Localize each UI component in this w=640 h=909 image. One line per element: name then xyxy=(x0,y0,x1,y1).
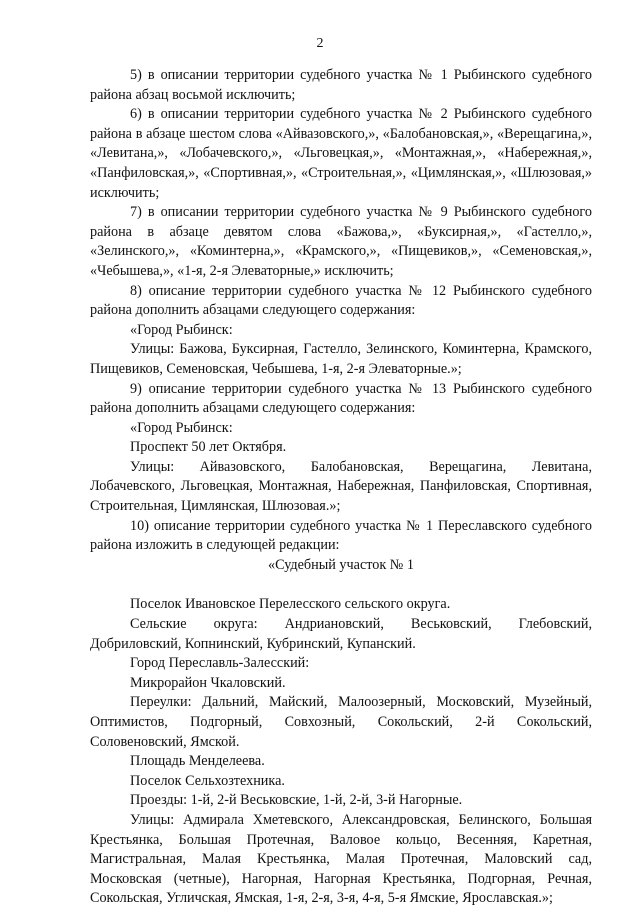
section-heading: «Судебный участок № 1 xyxy=(268,556,414,573)
paragraph-settlement: Поселок Ивановское Перелесского сельского округа. xyxy=(130,596,451,613)
paragraph-lanes: Переулки: Дальний, Майский, Малоозерный, Московский, Музейный, Оптимистов, Подгорный, Совхозный, Сокольский, 2-й Сокольский, Соловеновский, Ямской. xyxy=(90,694,592,750)
paragraph-passages: Проезды: 1-й, 2-й Веськовские, 1-й, 2-й, 3-й Нагорные. xyxy=(130,792,463,809)
paragraph-item-6: 6) в описании территории судебного участка № 2 Рыбинского судебного района в абзаце шестом слова «Айвазовского,», «Балобановская,», «Верещагина,», «Левитана,», «Лобачевского,», «Льговецкая,», «Монтажная,», «Набережная,», «Панфиловская,», «Спортивная,», «Строительная,», «Цимлянская,», «Шлюзовая,» исключить; xyxy=(90,106,592,201)
paragraph-streets-2: Улицы: Айвазовского, Балобановская, Верещагина, Левитана, Лобачевского, Льговецкая, Монтажная, Набережная, Панфиловская, Спортивная, Строительная, Цимлянская, Шлюзовая.»; xyxy=(90,458,592,515)
paragraph-prospect: Проспект 50 лет Октября. xyxy=(130,439,287,456)
paragraph-city-header-2: «Город Рыбинск: xyxy=(130,419,233,436)
paragraph-rural-districts: Сельские округа: Андриановский, Веськовский, Глебовский, Добриловский, Копнинский, Кубринский, Купанский. xyxy=(90,616,592,652)
document-body xyxy=(90,66,592,909)
spacer xyxy=(90,575,592,595)
paragraph-streets-3: Улицы: Адмирала Хметевского, Александровская, Белинского, Большая Крестьянка, Большая Протечная, Валовое кольцо, Весенняя, Каретная, Магистральная, Малая Крестьянка, Малая Протечная, Маловский сад, Московская (четные), Нагорная, Нагорная Крестьянка, Подгорная, Речная, Сокольская, Угличская, Ямская, 1-я, 2-я, 3-я, 4-я, 5-я Ямские, Ярославская.»; xyxy=(90,811,592,907)
paragraph-item-8: 8) описание территории судебного участка № 12 Рыбинского судебного района дополнить абзацами следующего содержания: xyxy=(90,282,592,319)
paragraph-item-7: 7) в описании территории судебного участка № 9 Рыбинского судебного района в абзаце девятом слова «Бажова,», «Буксирная,», «Гастелло,», «Зелинского,», «Коминтерна,», «Крамского,», «Пищевиков,», «Семеновская,», «Чебышева,», «1-я, 2-я Элеваторные,» исключить; xyxy=(90,204,592,279)
paragraph-item-10: 10) описание территории судебного участка № 1 Переславского судебного района изложить в следующей редакции: xyxy=(90,517,592,554)
paragraph-city-header-1: «Город Рыбинск: xyxy=(130,321,233,338)
page-number: 2 xyxy=(316,36,324,51)
paragraph-city-header-3: Город Переславль-Залесский: xyxy=(130,655,310,672)
paragraph-item-5: 5) в описании территории судебного участка № 1 Рыбинского судебного района абзац восьмой исключить; xyxy=(90,67,592,103)
paragraph-settlement-2: Поселок Сельхозтехника. xyxy=(130,772,285,789)
paragraph-streets-1: Улицы: Бажова, Буксирная, Гастелло, Зелинского, Коминтерна, Крамского, Пищевиков, Семеновская, Чебышева, 1-я, 2-я Элеваторные.»; xyxy=(90,341,592,377)
paragraph-item-9: 9) описание территории судебного участка № 13 Рыбинского судебного района дополнить абзацами следующего содержания: xyxy=(90,380,592,417)
paragraph-square: Площадь Менделеева. xyxy=(130,753,265,770)
paragraph-microdistrict: Микрорайон Чкаловский. xyxy=(130,674,286,691)
